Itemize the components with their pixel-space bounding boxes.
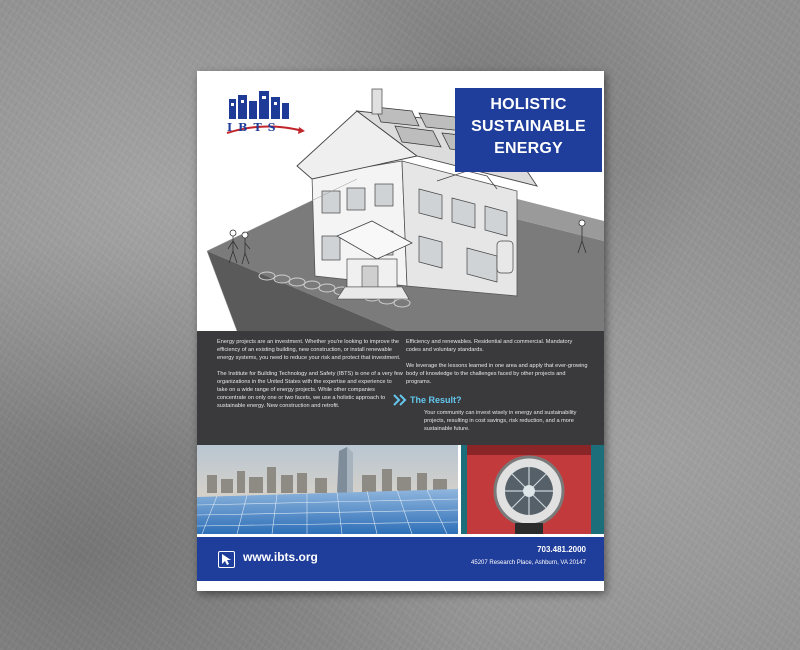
result-text: Your community can invest wisely in energy and sustainability projects, resulting in cost savings, risk reduction, and a more sustainable future. xyxy=(424,410,577,432)
address: 45207 Research Place, Ashburn, VA 20147 xyxy=(471,560,586,566)
title-line-3: ENERGY xyxy=(494,140,563,157)
result-title: The Result? xyxy=(410,395,462,405)
house-illustration xyxy=(197,71,604,331)
photo-strip xyxy=(197,445,604,534)
website-link[interactable]: www.ibts.org xyxy=(243,550,318,564)
paragraph: Efficiency and renewables. Residential and commercial. Mandatory codes and voluntary standards. xyxy=(406,339,573,353)
text-band xyxy=(197,331,604,445)
ibts-logo xyxy=(225,91,305,135)
chevron-right-icon xyxy=(393,394,407,406)
blower-door-photo xyxy=(461,445,604,534)
paragraph: Energy projects are an investment. Whether you're looking to improve the efficiency of an existing building, new construction, or install renewable energy systems, you need to reduce your risk and protect that investment. xyxy=(217,339,401,361)
paragraph: The Institute for Building Technology and Safety (IBTS) is one of a very few organizations in the United States with the expertise and experience to take on a wide range of energy projects. While other companies concentrate on only one or two facets, we use a holistic approach to sustainable energy. New construction and retrofit. xyxy=(217,371,403,409)
contact-footer xyxy=(197,537,604,581)
title-line-2: SUSTAINABLE xyxy=(471,118,586,135)
paragraph: We leverage the lessons learned in one area and apply that ever-growing body of knowledge to the challenges faced by other projects and programs. xyxy=(406,363,588,385)
flyer-sheet xyxy=(197,71,604,591)
cursor-icon xyxy=(218,551,235,568)
title-line-1: HOLISTIC xyxy=(490,96,567,113)
title-box xyxy=(455,88,602,172)
right-column xyxy=(406,338,588,441)
bottom-margin xyxy=(197,581,604,591)
logo-text: IBTS xyxy=(227,121,282,134)
left-column xyxy=(217,338,403,418)
phone-number: 703.481.2000 xyxy=(537,545,586,554)
city-solar-photo xyxy=(197,445,458,534)
result-heading xyxy=(393,394,588,406)
